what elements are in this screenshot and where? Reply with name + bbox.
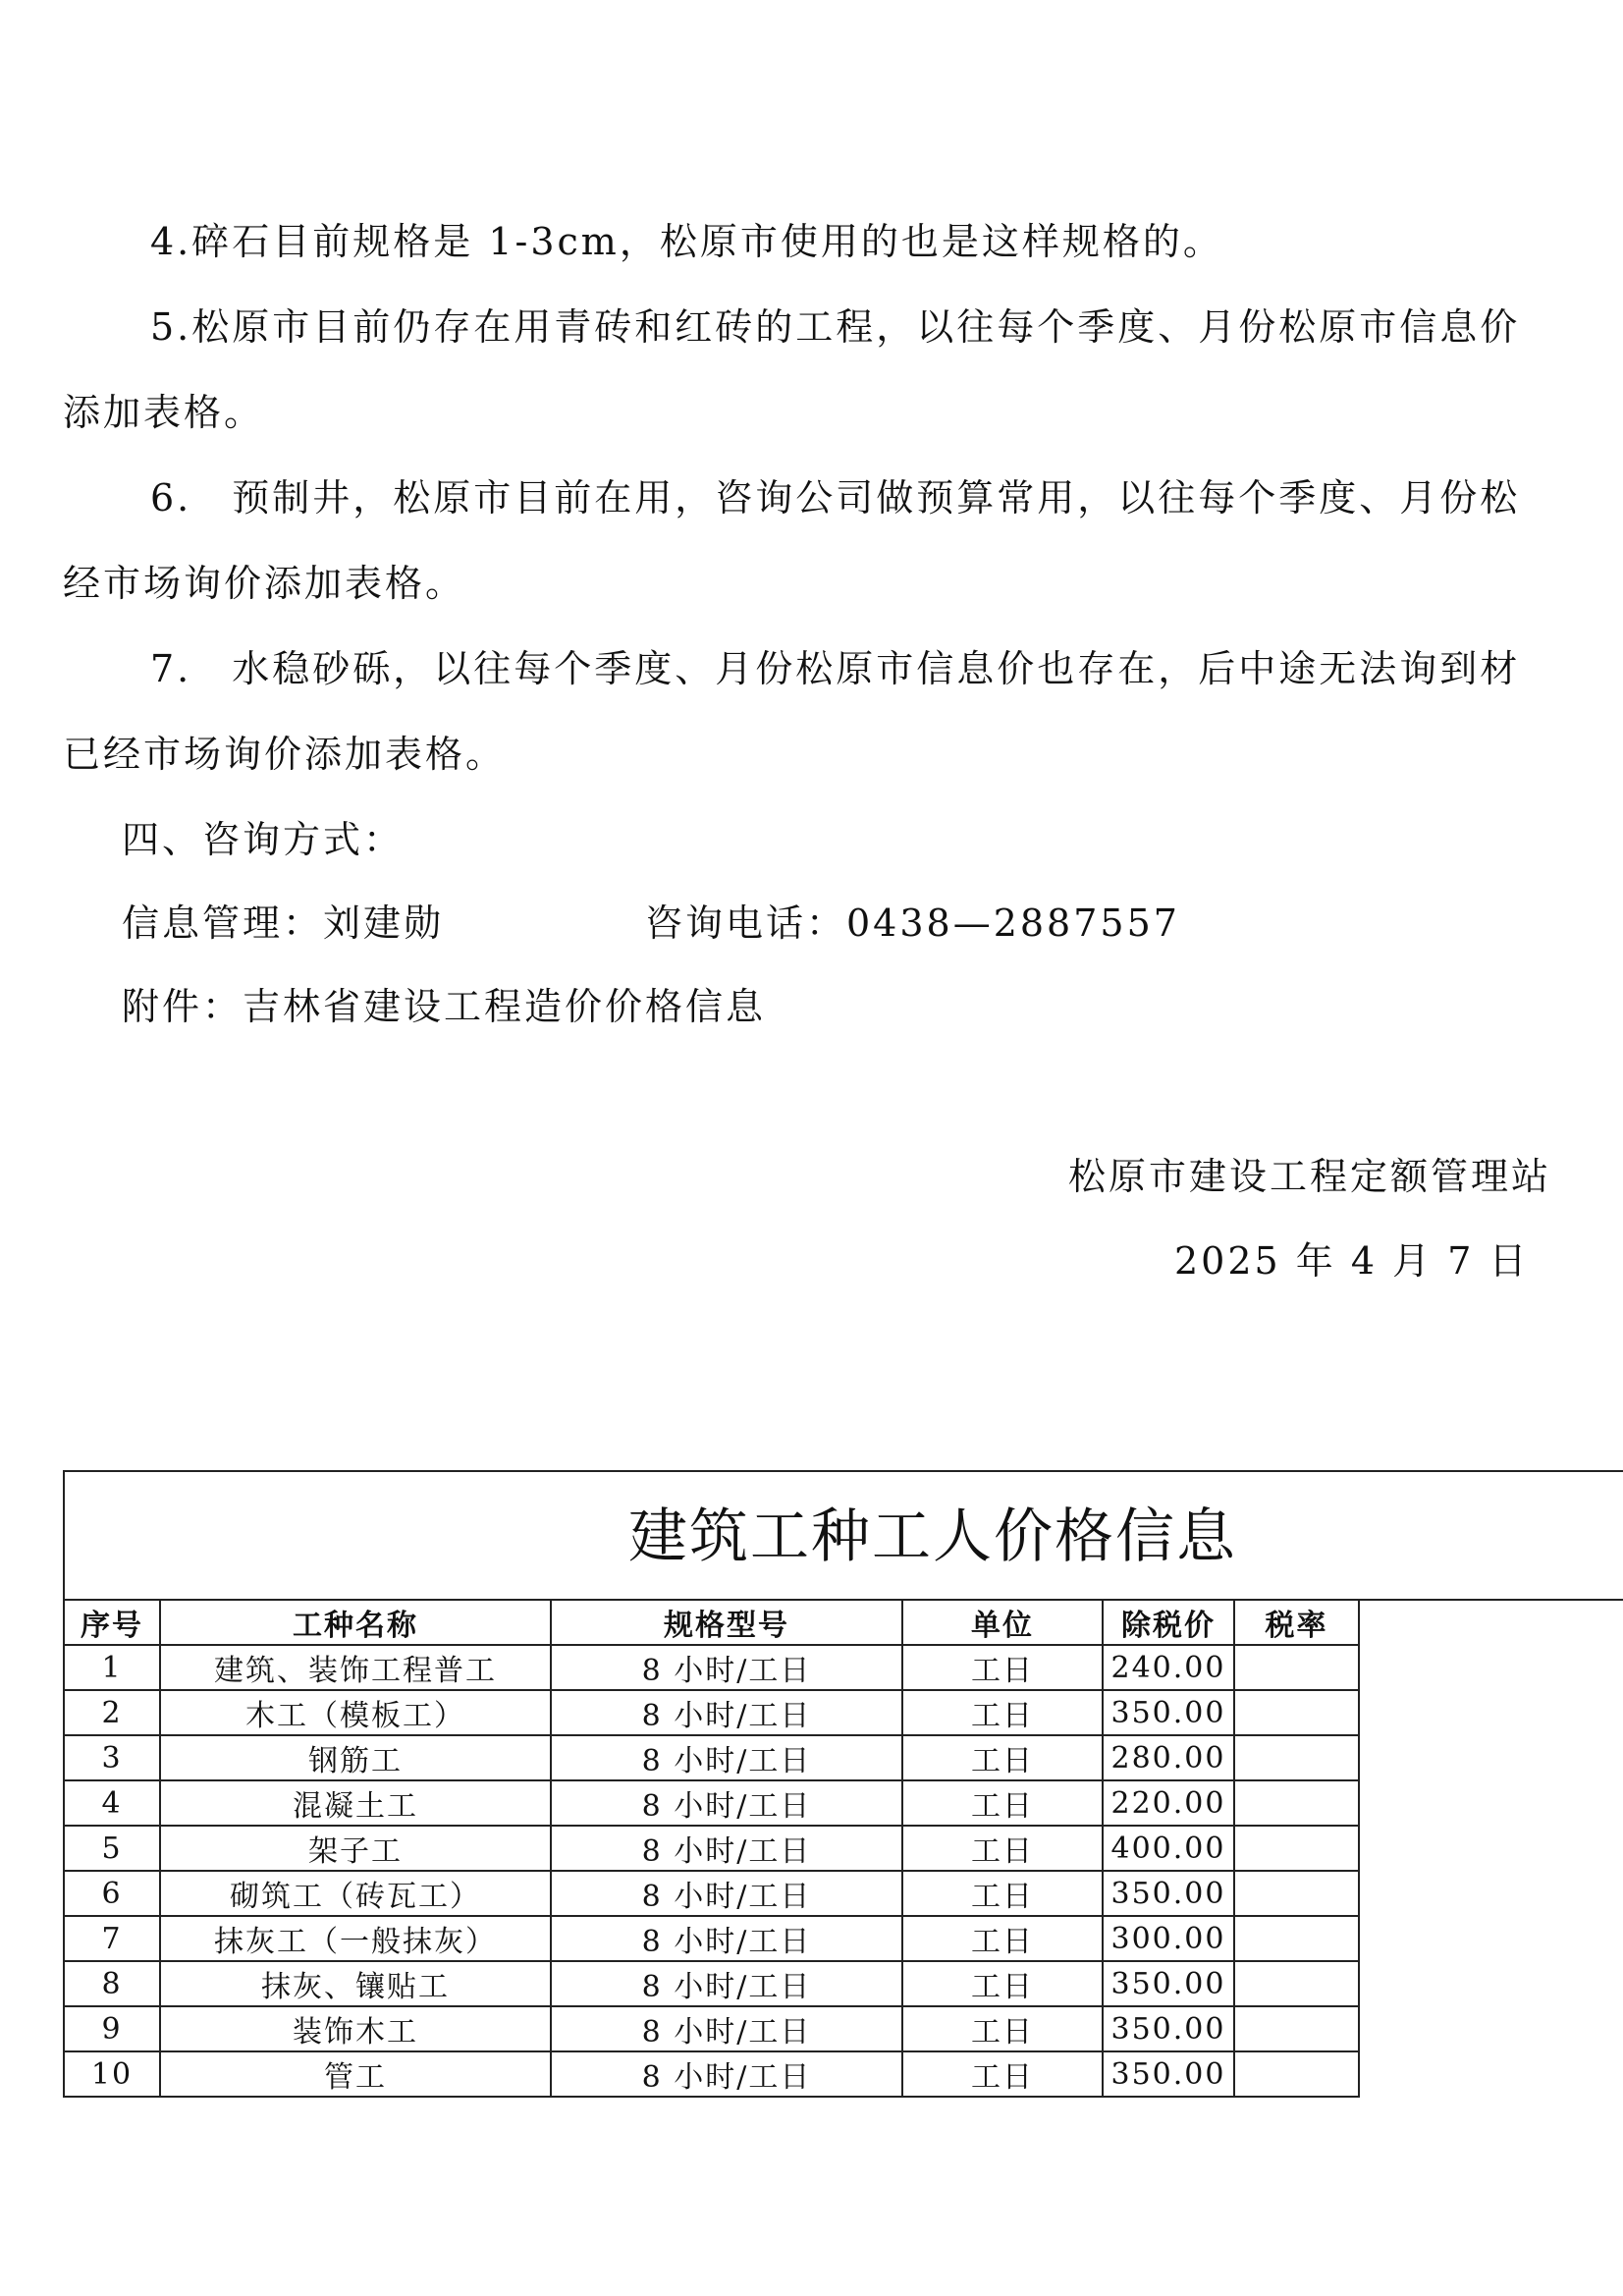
cell-unit: 工日: [902, 1961, 1103, 2006]
cell-price: 350.00: [1103, 2051, 1234, 2097]
cell-price: 280.00: [1103, 1735, 1234, 1780]
table-row: [64, 1961, 1359, 2006]
table-row: [64, 1690, 1359, 1735]
cell-name: 木工（模板工）: [160, 1690, 551, 1735]
cell-name: 砌筑工（砖瓦工）: [160, 1871, 551, 1916]
cell-spec: 8 小时/工日: [551, 2051, 902, 2097]
header-spec: 规格型号: [551, 1600, 902, 1645]
cell-tax: [1234, 1871, 1359, 1916]
cell-spec: 8 小时/工日: [551, 1735, 902, 1780]
table-row: [64, 1735, 1359, 1780]
cell-unit: 工日: [902, 1916, 1103, 1961]
header-seq: 序号: [64, 1600, 160, 1645]
cell-tax: [1234, 1916, 1359, 1961]
cell-spec: 8 小时/工日: [551, 1916, 902, 1961]
cell-seq: 7: [64, 1916, 160, 1961]
cell-spec: 8 小时/工日: [551, 1645, 902, 1690]
header-unit: 单位: [902, 1600, 1103, 1645]
header-price: 除税价: [1103, 1600, 1234, 1645]
cell-price: 240.00: [1103, 1645, 1234, 1690]
attachment-line: 附件：吉林省建设工程造价价格信息: [122, 985, 767, 1028]
paragraph-6-line-1: 6. 预制井，松原市目前在用，咨询公司做预算常用，以往每个季度、月份松: [150, 476, 1521, 519]
cell-spec: 8 小时/工日: [551, 1690, 902, 1735]
table-row: [64, 1826, 1359, 1871]
cell-seq: 8: [64, 1961, 160, 2006]
cell-unit: 工日: [902, 2006, 1103, 2051]
contact-manager: 信息管理：刘建勋: [122, 902, 445, 945]
table-row: [64, 2051, 1359, 2097]
cell-seq: 4: [64, 1780, 160, 1826]
cell-price: 350.00: [1103, 1871, 1234, 1916]
header-tax: 税率: [1234, 1600, 1359, 1645]
cell-unit: 工日: [902, 1871, 1103, 1916]
cell-spec: 8 小时/工日: [551, 1826, 902, 1871]
table-row: [64, 1871, 1359, 1916]
cell-seq: 9: [64, 2006, 160, 2051]
paragraph-4: 4.碎石目前规格是 1-3cm，松原市使用的也是这样规格的。: [150, 220, 1223, 263]
cell-tax: [1234, 1961, 1359, 2006]
cell-unit: 工日: [902, 1780, 1103, 1826]
cell-seq: 3: [64, 1735, 160, 1780]
header-name: 工种名称: [160, 1600, 551, 1645]
cell-seq: 2: [64, 1690, 160, 1735]
cell-price: 220.00: [1103, 1780, 1234, 1826]
section-heading-contact: 四、咨询方式：: [122, 818, 405, 861]
cell-unit: 工日: [902, 1826, 1103, 1871]
cell-name: 抹灰、镶贴工: [160, 1961, 551, 2006]
table-title: 建筑工种工人价格信息: [628, 1503, 1237, 1571]
paragraph-7-line-1: 7. 水稳砂砾，以往每个季度、月份松原市信息价也存在，后中途无法询到材: [150, 647, 1521, 690]
cell-tax: [1234, 1780, 1359, 1826]
table-row: [64, 2006, 1359, 2051]
paragraph-5-line-1: 5.松原市目前仍存在用青砖和红砖的工程，以往每个季度、月份松原市信息价: [150, 305, 1521, 349]
table-header-row: [64, 1600, 1359, 1645]
table-title-divider: [1355, 1599, 1623, 1601]
cell-tax: [1234, 2051, 1359, 2097]
cell-price: 350.00: [1103, 2006, 1234, 2051]
cell-name: 钢筋工: [160, 1735, 551, 1780]
cell-seq: 6: [64, 1871, 160, 1916]
contact-phone: 咨询电话：0438—2887557: [645, 902, 1180, 945]
cell-unit: 工日: [902, 1690, 1103, 1735]
cell-tax: [1234, 1645, 1359, 1690]
cell-seq: 10: [64, 2051, 160, 2097]
signature-org: 松原市建设工程定额管理站: [1068, 1155, 1552, 1198]
cell-price: 400.00: [1103, 1826, 1234, 1871]
cell-tax: [1234, 1735, 1359, 1780]
cell-price: 300.00: [1103, 1916, 1234, 1961]
cell-name: 混凝土工: [160, 1780, 551, 1826]
table-row: [64, 1916, 1359, 1961]
paragraph-7-line-2: 已经市场询价添加表格。: [63, 733, 507, 776]
cell-unit: 工日: [902, 1645, 1103, 1690]
cell-name: 管工: [160, 2051, 551, 2097]
paragraph-5-line-2: 添加表格。: [63, 391, 265, 434]
cell-name: 建筑、装饰工程普工: [160, 1645, 551, 1690]
signature-date: 2025 年 4 月 7 日: [1174, 1239, 1530, 1283]
cell-spec: 8 小时/工日: [551, 1961, 902, 2006]
cell-tax: [1234, 1826, 1359, 1871]
table-row: [64, 1780, 1359, 1826]
cell-name: 抹灰工（一般抹灰）: [160, 1916, 551, 1961]
paragraph-6-line-2: 经市场询价添加表格。: [63, 562, 466, 605]
cell-seq: 5: [64, 1826, 160, 1871]
cell-name: 架子工: [160, 1826, 551, 1871]
cell-spec: 8 小时/工日: [551, 1871, 902, 1916]
price-table: [63, 1599, 1360, 2098]
cell-unit: 工日: [902, 1735, 1103, 1780]
cell-tax: [1234, 1690, 1359, 1735]
cell-tax: [1234, 2006, 1359, 2051]
cell-spec: 8 小时/工日: [551, 2006, 902, 2051]
cell-name: 装饰木工: [160, 2006, 551, 2051]
cell-price: 350.00: [1103, 1690, 1234, 1735]
cell-unit: 工日: [902, 2051, 1103, 2097]
table-row: [64, 1645, 1359, 1690]
cell-spec: 8 小时/工日: [551, 1780, 902, 1826]
cell-price: 350.00: [1103, 1961, 1234, 2006]
cell-seq: 1: [64, 1645, 160, 1690]
